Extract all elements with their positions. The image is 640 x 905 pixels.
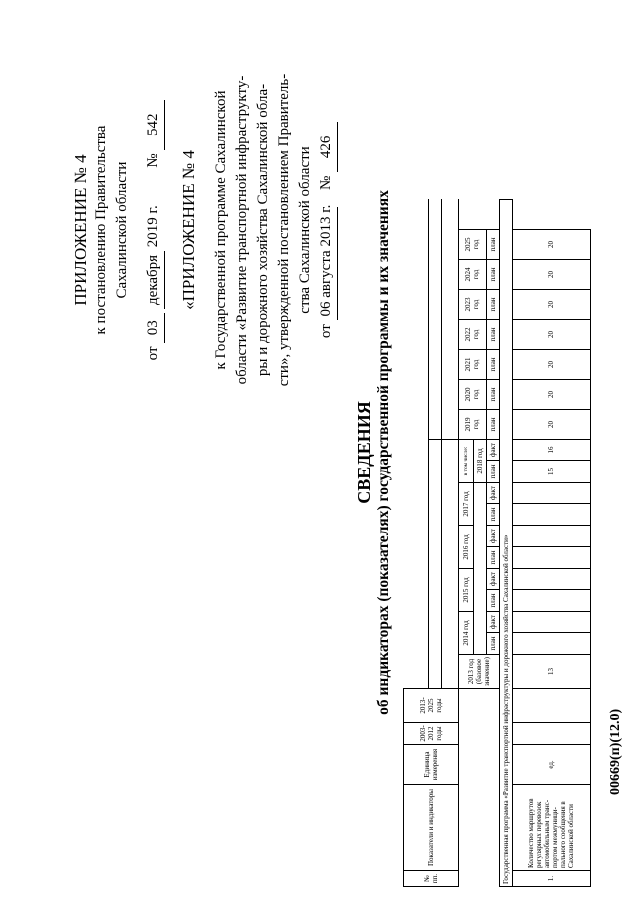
appendix-quote-date-line — [316, 60, 338, 400]
row-2014-plan — [512, 633, 590, 655]
year-2025: 2025 год — [458, 230, 486, 260]
header-unit: Единица измерения — [404, 745, 459, 785]
year-2024: 2024 год — [458, 260, 486, 290]
appendix-quote-line-1: к Государственной программе Сахалинской — [213, 90, 229, 370]
fact-label: факт — [486, 569, 499, 590]
year-2020: 2020 год — [458, 380, 486, 410]
plan-label: план — [486, 547, 499, 569]
from-label: от — [145, 346, 161, 361]
year-2019: 2019 год — [458, 410, 486, 440]
indicators-table — [403, 199, 591, 887]
year-2022: 2022 год — [458, 320, 486, 350]
year-2017: 2017 год — [458, 483, 473, 526]
appendix-to-2: Сахалинской области — [114, 161, 130, 299]
number-sign: № — [145, 153, 161, 168]
row-num: 1. — [512, 871, 590, 887]
header-2013-base: 2013 год (базовое значение) — [458, 655, 499, 689]
document-code: 00669(п)(12.0) — [608, 708, 623, 795]
plan-label: план — [486, 260, 499, 290]
header-num: № пп. — [404, 871, 459, 887]
row-unit: ед. — [512, 745, 590, 785]
plan-label: план — [486, 290, 499, 320]
appendix-year: 2019 г. — [145, 205, 161, 248]
row-2014-fact — [512, 612, 590, 633]
row-2013-base: 13 — [512, 655, 590, 689]
year-2021: 2021 год — [458, 350, 486, 380]
header-2013-2025: 2013-2025 годы — [404, 689, 459, 723]
row-2019-plan: 20 — [512, 410, 590, 440]
appendix-quote — [178, 60, 338, 400]
appendix-quote-line-2: области «Развитие транспортной инфраструкту- — [234, 75, 250, 385]
row-2023-plan: 20 — [512, 290, 590, 320]
row-2024-plan: 20 — [512, 260, 590, 290]
row-2022-plan: 20 — [512, 320, 590, 350]
program-row: Государственная программа «Развитие транспортной инфраструктуры и дорожного хозяйства Сахалинской области» — [499, 200, 512, 887]
row-2018-plan: 15 — [512, 461, 590, 483]
row-2015-fact — [512, 569, 590, 590]
row-indicator: Количество маршрутов регулярных перевозок автомобильным транс-портом межмуници-пального сообщения в Сахалинской области — [512, 785, 590, 871]
row-2025-plan: 20 — [512, 230, 590, 260]
appendix-quote-number: 426 — [316, 122, 338, 172]
fact-label: факт — [486, 483, 499, 504]
plan-label: план — [486, 410, 499, 440]
fact-label: факт — [486, 526, 499, 547]
plan-label: план — [486, 590, 499, 612]
header-2003-2012: 2003-2012 годы — [404, 723, 459, 745]
appendix-to: к постановлению Правительства — [93, 125, 109, 335]
table-row — [512, 200, 590, 887]
row-2020-plan: 20 — [512, 380, 590, 410]
appendix-title: ПРИЛОЖЕНИЕ № 4 — [71, 154, 90, 306]
row-2018-fact: 16 — [512, 440, 590, 461]
row-2016-fact — [512, 526, 590, 547]
row-2016-plan — [512, 547, 590, 569]
plan-label: план — [486, 320, 499, 350]
document-title: СВЕДЕНИЯ — [354, 401, 374, 504]
document-subtitle: об индикаторах (показателях) государственной программы и их значениях — [375, 190, 392, 715]
plan-label: план — [486, 633, 499, 655]
row-2003-2012 — [512, 723, 590, 745]
plan-label: план — [486, 380, 499, 410]
year-2016: 2016 год — [458, 526, 473, 569]
row-2015-plan — [512, 590, 590, 612]
appendix-header — [70, 60, 165, 400]
row-2021-plan: 20 — [512, 350, 590, 380]
plan-label: план — [486, 461, 499, 483]
year-2023: 2023 год — [458, 290, 486, 320]
appendix-quote-line-3: ры и дорожного хозяйства Сахалинской обла- — [255, 83, 271, 377]
year-2018: 2018 год — [473, 440, 486, 483]
row-2017-plan — [512, 504, 590, 526]
appendix-number: 542 — [143, 100, 165, 150]
appendix-quote-line-4: сти», утвержденной постановлением Правитель- — [276, 73, 292, 387]
fact-label: факт — [486, 440, 499, 461]
header-indicators: Показатели и индикаторы — [404, 785, 459, 871]
year-2015: 2015 год — [458, 569, 473, 612]
appendix-month: декабря — [143, 251, 165, 309]
row-2017-fact — [512, 483, 590, 504]
in-that-number: в том числе: — [458, 440, 473, 483]
appendix-quote-date: 06 августа 2013 г. — [316, 207, 338, 320]
plan-label: план — [486, 350, 499, 380]
year-2014: 2014 год — [458, 612, 473, 655]
appendix-quote-title: «ПРИЛОЖЕНИЕ № 4 — [179, 150, 198, 310]
number-sign-2: № — [318, 175, 334, 190]
plan-label: план — [486, 230, 499, 260]
row-2013-2025 — [512, 689, 590, 723]
plan-label: план — [486, 504, 499, 526]
fact-label: факт — [486, 612, 499, 633]
appendix-quote-line-5: ства Сахалинской области — [297, 146, 313, 314]
from-label-2: от — [318, 324, 334, 339]
appendix-day: 03 — [143, 313, 165, 343]
appendix-date-line — [143, 60, 165, 400]
